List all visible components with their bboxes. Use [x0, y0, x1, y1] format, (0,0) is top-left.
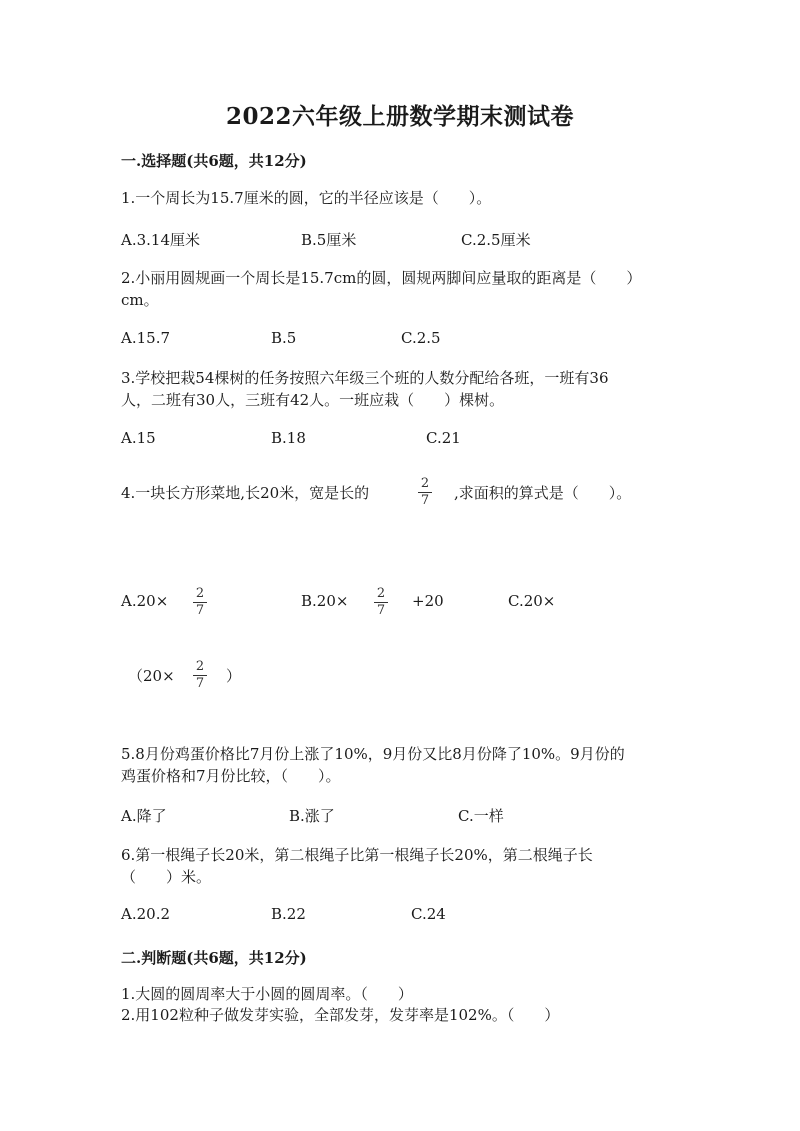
question-4-option-a: A.20×: [121, 592, 169, 610]
question-3-line-1: 3.学校把栽54棵树的任务按照六年级三个班的人数分配给各班，一班有36: [121, 369, 609, 387]
question-2-option-b: B.5: [271, 329, 297, 347]
question-1-option-b: B.5厘米: [301, 231, 357, 249]
question-4-option-c: C.20×: [508, 592, 556, 610]
fraction-denominator: 7: [376, 603, 386, 618]
question-2-option-c: C.2.5: [401, 329, 441, 347]
section-heading-choice: 一.选择题(共6题，共12分): [121, 152, 307, 170]
question-3-option-b: B.18: [271, 429, 306, 447]
question-4-text-after: ,求面积的算式是（ ）。: [454, 484, 632, 502]
judgement-item-1: 1.大圆的圆周率大于小圆的圆周率。（ ）: [121, 985, 413, 1003]
question-4-option-b-suffix: +20: [412, 592, 444, 610]
question-4-option-c-line-2: （20×: [128, 667, 175, 685]
question-4-option-c-fraction: [193, 660, 207, 691]
question-5-option-b: B.涨了: [289, 807, 335, 825]
question-2-line-2: cm。: [121, 291, 159, 309]
fraction-numerator: 2: [420, 476, 430, 491]
question-1-option-c: C.2.5厘米: [461, 231, 531, 249]
question-6-option-a: A.20.2: [121, 905, 170, 923]
fraction-numerator: 2: [195, 586, 205, 601]
fraction-denominator: 7: [195, 603, 205, 618]
judgement-item-2: 2.用102粒种子做发芽实验，全部发芽，发芽率是102%。（ ）: [121, 1006, 560, 1024]
question-6-line-2: （ ）米。: [121, 868, 212, 886]
question-6-option-c: C.24: [411, 905, 446, 923]
question-1-option-a: A.3.14厘米: [121, 231, 200, 249]
fraction-denominator: 7: [420, 493, 430, 508]
question-2-option-a: A.15.7: [121, 329, 170, 347]
question-4-option-b: B.20×: [301, 592, 349, 610]
fraction-denominator: 7: [195, 676, 205, 691]
question-3-option-c: C.21: [426, 429, 461, 447]
fraction-numerator: 2: [195, 659, 205, 674]
question-5-option-a: A.降了: [121, 807, 167, 825]
question-4-option-b-fraction: [374, 587, 388, 618]
question-4-text-before: 4.一块长方形菜地,长20米，宽是长的: [121, 484, 370, 502]
question-6-line-1: 6.第一根绳子长20米，第二根绳子比第一根绳子长20%，第二根绳子长: [121, 846, 593, 864]
question-1-text: 1.一个周长为15.7厘米的圆，它的半径应该是（ ）。: [121, 189, 492, 207]
section-heading-judgement: 二.判断题(共6题，共12分): [121, 949, 307, 967]
question-5-line-1: 5.8月份鸡蛋价格比7月份上涨了10%，9月份又比8月份降了10%。9月份的: [121, 745, 625, 763]
question-3-option-a: A.15: [121, 429, 156, 447]
question-4-option-a-fraction: [193, 587, 207, 618]
question-2-line-1: 2.小丽用圆规画一个周长是15.7cm的圆，圆规两脚间应量取的距离是（ ）: [121, 269, 642, 287]
question-4-option-c-close: ）: [226, 667, 242, 685]
question-6-option-b: B.22: [271, 905, 306, 923]
question-5-line-2: 鸡蛋价格和7月份比较，（ ）。: [121, 767, 341, 785]
question-5-option-c: C.一样: [458, 807, 504, 825]
fraction-numerator: 2: [376, 586, 386, 601]
question-4-fraction: [418, 477, 432, 508]
page-title: 2022六年级上册数学期末测试卷: [225, 103, 574, 130]
question-3-line-2: 人，二班有30人，三班有42人。一班应栽（ ）棵树。: [121, 391, 505, 409]
